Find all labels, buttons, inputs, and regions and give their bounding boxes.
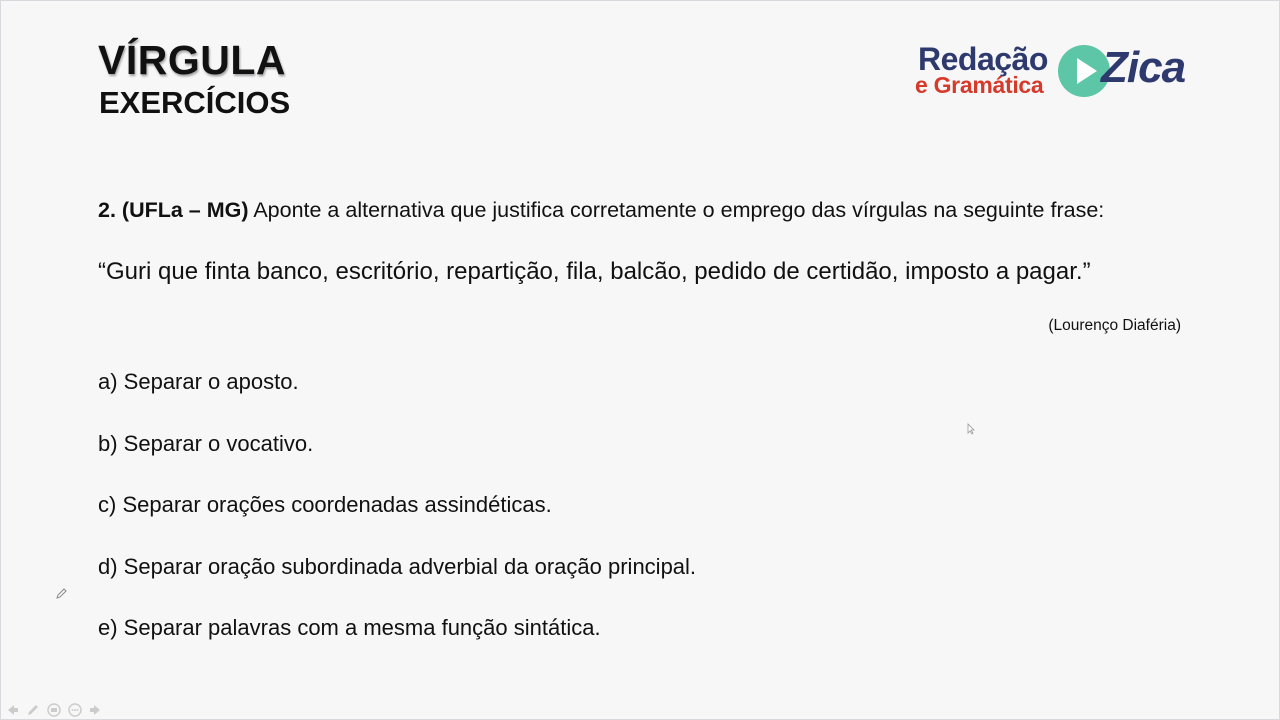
pen-cursor-icon	[55, 588, 67, 600]
quote-author: (Lourenço Diaféria)	[1048, 317, 1181, 334]
quoted-sentence: “Guri que finta banco, escritório, repartição, fila, balcão, pedido de certidão, imposto a pagar.”	[98, 258, 1091, 285]
mouse-cursor-icon	[967, 423, 975, 435]
slideshow-toolbar	[3, 701, 105, 719]
question-prompt	[98, 198, 1104, 223]
logo-text-redacao: Redação	[918, 41, 1048, 77]
more-icon[interactable]	[66, 701, 84, 719]
logo-text-zica: Zica	[1101, 43, 1186, 92]
option-d: d) Separar oração subordinada adverbial da oração principal.	[98, 553, 697, 579]
arrow-right-icon[interactable]	[87, 701, 105, 719]
option-b: b) Separar o vocativo.	[98, 430, 314, 456]
slide-subtitle: EXERCÍCIOS	[99, 85, 291, 120]
brand-logo	[915, 41, 1195, 103]
logo-text-gramatica: e Gramática	[915, 72, 1044, 98]
arrow-left-icon[interactable]	[3, 701, 21, 719]
option-c: c) Separar orações coordenadas assindéticas.	[98, 492, 552, 517]
pen-icon[interactable]	[24, 701, 42, 719]
question-source: 2. (UFLa – MG)	[98, 198, 249, 222]
answer-options	[98, 367, 696, 675]
option-a: a) Separar o aposto.	[98, 369, 299, 394]
question-text: Aponte a alternativa que justifica corretamente o emprego das vírgulas na seguinte frase:	[253, 198, 1105, 222]
option-e: e) Separar palavras com a mesma função sintática.	[98, 615, 601, 640]
slide-title: VÍRGULA	[98, 37, 286, 83]
slides-icon[interactable]	[45, 701, 63, 719]
